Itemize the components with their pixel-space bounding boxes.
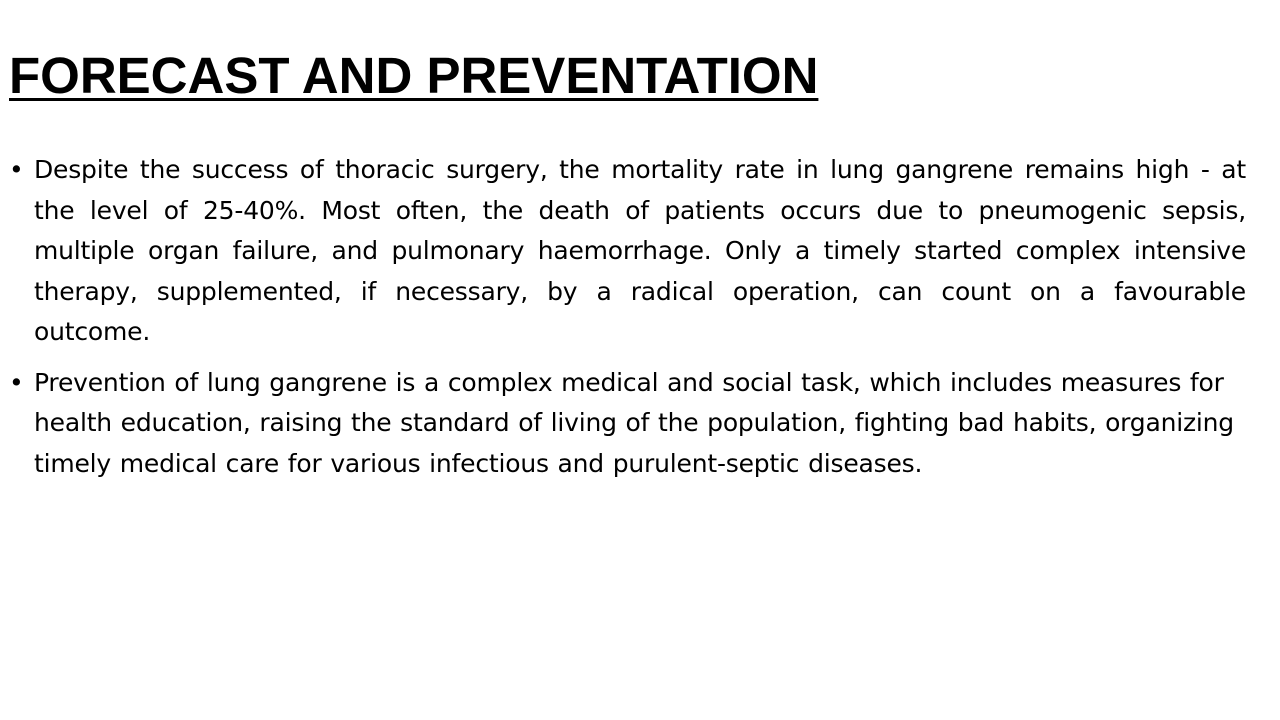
bullet-list [0,150,1280,494]
bullet-text-forecast: Despite the success of thoracic surgery, the mortality rate in lung gangrene remains high - at the level of 25-40%. Most often, the death of patients occurs due to pneumogenic sepsis, multiple organ failure, and pulmonary haemorrhage. Only a timely started complex intensive therapy, supplemented, if necessary, by a radical operation, can count on a favourable outcome. [34,155,1246,346]
bullet-item-forecast [0,150,1246,353]
bullet-point-icon: • [9,155,24,184]
bullet-text-prevention: Prevention of lung gangrene is a complex medical and social task, which includes measures for health education, raising the standard of living of the population, fighting bad habits, organizing timely medical care for various infectious and purulent-septic diseases. [34,367,1234,478]
slide-title: FORECAST AND PREVENTATION [9,47,819,104]
bullet-point-icon: • [9,367,24,397]
bullet-item-prevention [0,363,1246,485]
